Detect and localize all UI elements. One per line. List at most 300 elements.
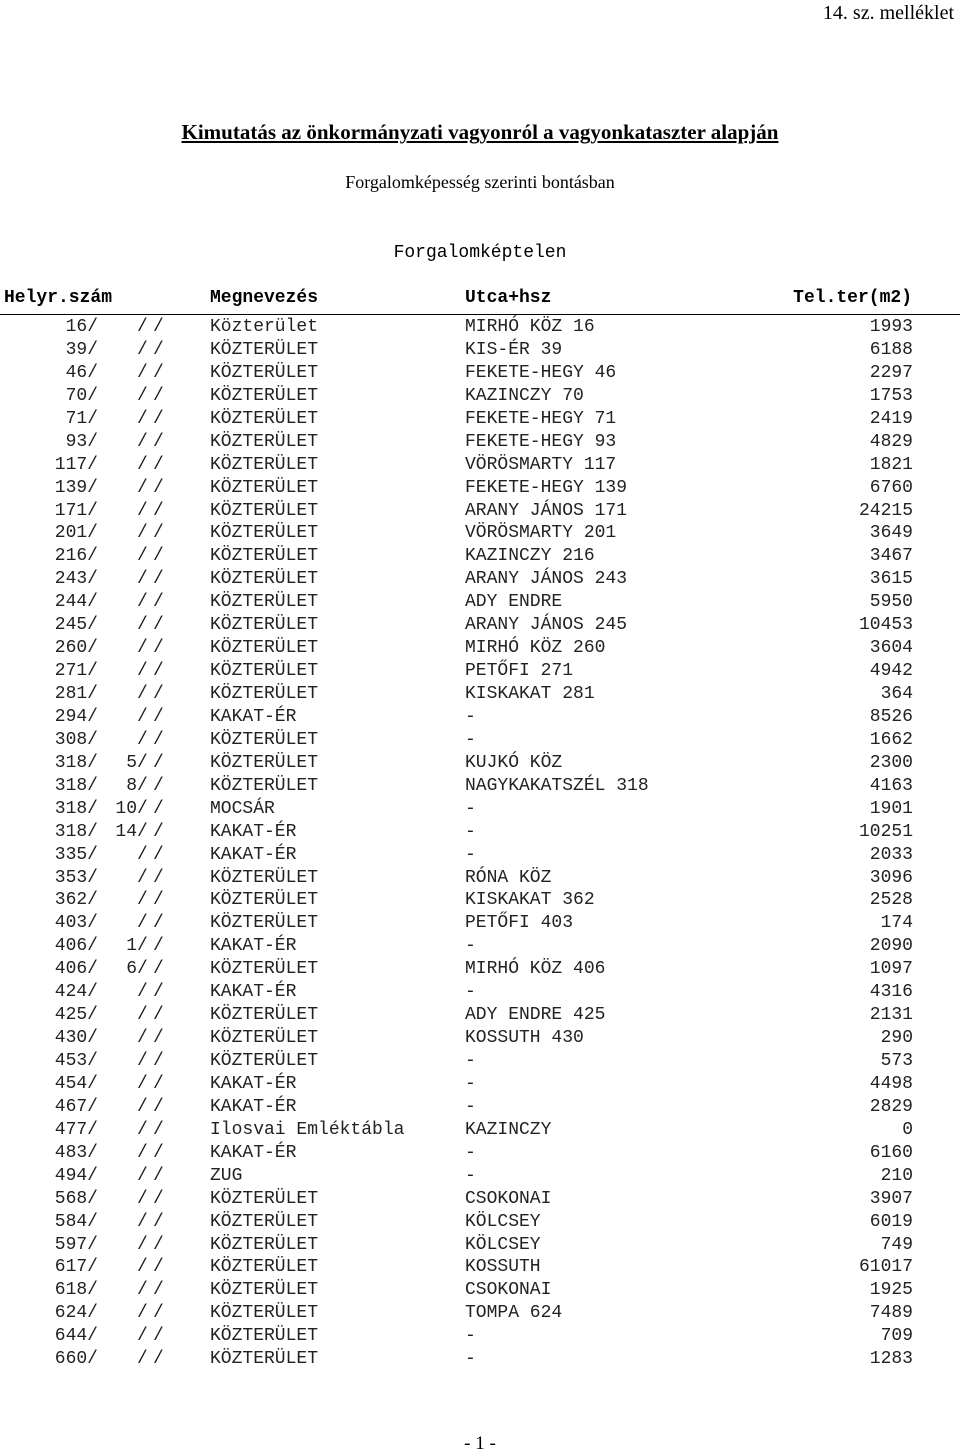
row-area: 174 [880,913,913,934]
row-name: KÖZTERÜLET [210,523,319,544]
row-address: KAZINCZY [465,1119,552,1140]
row-name: KÖZTERÜLET [210,1211,319,1232]
row-number: 454/ [54,1073,98,1094]
row-name: KÖZTERÜLET [210,546,319,567]
row-number: 39/ [65,339,98,360]
row-subnumber [126,614,137,636]
row-area: 6019 [869,1211,913,1232]
table-row [0,958,960,981]
table-row [0,660,960,683]
row-slash: / [153,1051,164,1071]
row-slash: / [137,661,148,682]
row-name: KÖZTERÜLET [210,1005,319,1026]
row-name: KÖZTERÜLET [210,890,319,911]
annex-label: 14. sz. melléklet [822,2,954,24]
row-subnumber [126,385,137,407]
table-row [0,1256,960,1279]
row-name: Ilosvai Emléktábla [210,1119,405,1140]
row-slash: / [137,821,148,842]
row-slash: / [137,339,148,360]
row-slash: / [153,982,164,1003]
row-slash: / [153,454,164,475]
row-number: 597/ [54,1234,98,1255]
row-name: KÖZTERÜLET [210,339,319,360]
row-slash: / [137,500,148,521]
row-name: KAKAT-ÉR [210,844,297,865]
row-address: KOSSUTH [465,1257,541,1278]
table-header [0,288,960,315]
row-subnumber [126,1256,137,1278]
row-name: KÖZTERÜLET [210,477,319,498]
row-area: 4829 [869,431,913,452]
row-address: - [465,936,476,957]
row-address: KUJKÓ KÖZ [465,752,563,773]
row-name: KAKAT-ÉR [210,1073,297,1094]
row-number: 406/ [54,936,98,957]
row-name: ZUG [210,1165,243,1186]
row-number: 117/ [54,454,98,475]
row-number: 483/ [54,1142,98,1163]
row-subnumber [126,1302,137,1324]
row-slash: / [153,638,164,659]
table-row [0,981,960,1004]
row-area: 4163 [869,775,913,796]
row-area: 0 [902,1119,913,1140]
row-area: 6760 [869,477,913,498]
row-slash: / [137,1280,148,1301]
row-name: KÖZTERÜLET [210,661,319,682]
row-slash: / [153,1028,164,1049]
row-address: - [465,982,476,1003]
table-row [0,1050,960,1073]
table-row [0,912,960,935]
header-megnevezes: Megnevezés [210,288,319,308]
row-area: 1901 [869,798,913,819]
row-slash: / [137,592,148,613]
row-area: 1662 [869,729,913,750]
row-address: - [465,1349,476,1370]
row-subnumber: 8 [126,775,137,796]
row-name: KÖZTERÜLET [210,431,319,452]
row-address: - [465,1142,476,1163]
row-area: 10251 [858,821,913,842]
row-slash: / [137,408,148,429]
row-number: 294/ [54,706,98,727]
row-address: - [465,729,476,750]
row-slash: / [153,500,164,521]
row-slash: / [137,684,148,704]
row-subnumber [126,1142,137,1164]
table-row [0,821,960,844]
table-row [0,316,960,339]
row-area: 1821 [869,454,913,475]
row-name: KÖZTERÜLET [210,638,319,659]
row-number: 353/ [54,867,98,888]
row-slash: / [153,592,164,613]
table-row [0,545,960,568]
table-row [0,568,960,591]
row-slash: / [153,798,164,819]
row-name: KÖZTERÜLET [210,500,319,521]
row-slash: / [153,729,164,750]
row-slash: / [153,1073,164,1094]
row-address: KAZINCZY 216 [465,546,595,567]
row-slash: / [153,385,164,406]
table-row [0,1096,960,1119]
row-subnumber [126,545,137,567]
row-subnumber: 14 [115,821,137,842]
row-area: 3907 [869,1188,913,1209]
row-area: 749 [880,1234,913,1255]
row-number: 93/ [65,431,98,452]
row-number: 139/ [54,477,98,498]
row-area: 24215 [858,500,913,521]
row-address: VÖRÖSMARTY 117 [465,454,617,475]
row-name: KAKAT-ÉR [210,821,297,842]
row-subnumber [126,339,137,361]
row-address: KAZINCZY 70 [465,385,584,406]
row-address: KISKAKAT 362 [465,890,595,911]
row-slash: / [153,408,164,429]
row-subnumber [126,454,137,476]
row-subnumber [126,362,137,384]
row-area: 6160 [869,1142,913,1163]
row-subnumber [126,981,137,1003]
row-slash: / [153,1303,164,1324]
row-slash: / [137,1303,148,1324]
row-area: 2300 [869,752,913,773]
row-number: 362/ [54,890,98,911]
row-name: KÖZTERÜLET [210,1257,319,1278]
table-row [0,1234,960,1257]
row-address: - [465,1096,476,1117]
row-name: KÖZTERÜLET [210,1280,319,1301]
row-subnumber: 5 [126,752,137,773]
row-subnumber [126,1119,137,1141]
row-subnumber: 6 [126,959,137,980]
table-row [0,867,960,890]
row-slash: / [137,1349,148,1370]
row-address: FEKETE-HEGY 93 [465,431,617,452]
row-slash: / [153,1119,164,1140]
row-slash: / [137,1188,148,1209]
row-subnumber [126,522,137,544]
row-area: 4942 [869,661,913,682]
row-subnumber [126,1279,137,1301]
row-slash: / [153,661,164,682]
row-area: 61017 [858,1257,913,1278]
row-slash: / [137,362,148,383]
table-row [0,431,960,454]
row-slash: / [137,867,148,888]
row-slash: / [137,1165,148,1186]
row-slash: / [153,775,164,796]
row-area: 3604 [869,638,913,659]
row-slash: / [137,706,148,727]
row-subnumber: 10 [115,798,137,819]
row-name: KÖZTERÜLET [210,1326,319,1347]
row-name: KAKAT-ÉR [210,1096,297,1117]
row-name: KÖZTERÜLET [210,1303,319,1324]
row-address: FEKETE-HEGY 71 [465,408,617,429]
table-row [0,798,960,821]
table-row [0,614,960,637]
row-slash: / [153,1280,164,1301]
row-subnumber [126,729,137,751]
row-subnumber [126,1211,137,1233]
row-name: KÖZTERÜLET [210,729,319,750]
row-address: ARANY JÁNOS 243 [465,569,628,590]
row-slash: / [153,821,164,842]
row-subnumber [126,1188,137,1210]
row-area: 3096 [869,867,913,888]
row-address: ARANY JÁNOS 245 [465,615,628,636]
row-area: 2297 [869,362,913,383]
table-row [0,1073,960,1096]
row-number: 644/ [54,1326,98,1347]
document-title: Kimutatás az önkormányzati vagyonról a vagyonkataszter alapján [181,120,779,144]
row-address: - [465,798,476,819]
row-address: - [465,1326,476,1347]
row-slash: / [137,752,148,773]
row-name: KÖZTERÜLET [210,592,319,613]
row-area: 3649 [869,523,913,544]
row-number: 425/ [54,1005,98,1026]
table-row [0,522,960,545]
row-name: MOCSÁR [210,798,275,819]
row-address: - [465,1165,476,1186]
table-row [0,1348,960,1371]
row-name: KÖZTERÜLET [210,775,319,796]
row-number: 318/ [54,775,98,796]
table-row [0,477,960,500]
row-name: KÖZTERÜLET [210,385,319,406]
row-subnumber [126,912,137,934]
table-row [0,591,960,614]
row-number: 477/ [54,1119,98,1140]
row-slash: / [153,546,164,567]
row-slash: / [137,1051,148,1071]
table-row [0,1211,960,1234]
row-area: 2528 [869,890,913,911]
row-number: 335/ [54,844,98,865]
row-slash: / [153,752,164,773]
table-row [0,752,960,775]
row-subnumber: 1 [126,936,137,957]
page-number: - 1 - [464,1433,496,1454]
row-slash: / [137,1234,148,1255]
row-address: MIRHÓ KÖZ 16 [465,317,595,337]
row-area: 2419 [869,408,913,429]
row-name: KÖZTERÜLET [210,1051,319,1071]
row-area: 7489 [869,1303,913,1324]
row-subnumber [126,867,137,889]
row-slash: / [153,1096,164,1117]
table-row [0,889,960,912]
row-address: NAGYKAKATSZÉL 318 [465,775,649,796]
row-name: KAKAT-ÉR [210,1142,297,1163]
row-name: KÖZTERÜLET [210,454,319,475]
table-row [0,500,960,523]
row-number: 424/ [54,982,98,1003]
row-area: 573 [880,1051,913,1071]
row-area: 2033 [869,844,913,865]
table-row [0,683,960,706]
row-address: KÖLCSEY [465,1234,541,1255]
row-slash: / [137,844,148,865]
table-row [0,637,960,660]
row-slash: / [153,1211,164,1232]
row-name: KÖZTERÜLET [210,569,319,590]
row-slash: / [137,1028,148,1049]
row-area: 1993 [869,317,913,337]
row-area: 1925 [869,1280,913,1301]
row-slash: / [153,959,164,980]
row-number: 430/ [54,1028,98,1049]
row-subnumber [126,431,137,453]
row-slash: / [153,431,164,452]
row-subnumber [126,660,137,682]
row-slash: / [153,477,164,498]
row-address: FEKETE-HEGY 46 [465,362,617,383]
row-address: TOMPA 624 [465,1303,563,1324]
row-subnumber [126,316,137,338]
row-name: KÖZTERÜLET [210,752,319,773]
row-number: 201/ [54,523,98,544]
row-address: - [465,706,476,727]
row-address: ADY ENDRE [465,592,563,613]
table-row [0,362,960,385]
row-name: KÖZTERÜLET [210,684,319,704]
row-number: 46/ [65,362,98,383]
row-subnumber [126,408,137,430]
table-row [0,1325,960,1348]
row-number: 71/ [65,408,98,429]
row-subnumber [126,844,137,866]
row-slash: / [137,638,148,659]
row-number: 318/ [54,752,98,773]
table-row [0,385,960,408]
row-subnumber [126,591,137,613]
row-area: 290 [880,1028,913,1049]
row-number: 171/ [54,500,98,521]
row-number: 216/ [54,546,98,567]
row-area: 4498 [869,1073,913,1094]
row-area: 6188 [869,339,913,360]
row-name: KÖZTERÜLET [210,1188,319,1209]
row-slash: / [153,615,164,636]
table-row [0,1279,960,1302]
row-slash: / [137,1211,148,1232]
row-area: 1753 [869,385,913,406]
row-number: 494/ [54,1165,98,1186]
row-name: KAKAT-ÉR [210,982,297,1003]
table-row [0,1165,960,1188]
row-slash: / [153,867,164,888]
row-subnumber [126,1050,137,1072]
header-helyr: Helyr.szám [4,288,113,308]
table-row [0,935,960,958]
row-slash: / [137,729,148,750]
row-name: KÖZTERÜLET [210,1234,319,1255]
row-area: 8526 [869,706,913,727]
row-number: 584/ [54,1211,98,1232]
row-address: PETŐFI 271 [465,661,574,682]
row-subnumber [126,637,137,659]
row-number: 624/ [54,1303,98,1324]
row-slash: / [137,1257,148,1278]
row-slash: / [137,569,148,590]
row-area: 364 [880,684,913,704]
table-row [0,408,960,431]
row-slash: / [137,1096,148,1117]
row-number: 660/ [54,1349,98,1370]
table-row [0,1027,960,1050]
row-number: 16/ [65,317,98,337]
row-area: 10453 [858,615,913,636]
row-number: 617/ [54,1257,98,1278]
row-slash: / [137,798,148,819]
row-name: KÖZTERÜLET [210,1349,319,1370]
row-slash: / [153,706,164,727]
property-table [0,316,960,1371]
row-address: - [465,844,476,865]
table-row [0,454,960,477]
row-slash: / [137,890,148,911]
row-slash: / [137,1119,148,1140]
row-address: PETŐFI 403 [465,913,574,934]
row-name: KÖZTERÜLET [210,913,319,934]
row-slash: / [137,615,148,636]
row-address: MIRHÓ KÖZ 406 [465,959,606,980]
row-area: 2090 [869,936,913,957]
row-slash: / [153,1005,164,1026]
row-slash: / [137,523,148,544]
row-slash: / [153,1257,164,1278]
row-subnumber [126,1348,137,1370]
row-address: - [465,821,476,842]
row-area: 4316 [869,982,913,1003]
document-subtitle: Forgalomképesség szerinti bontásban [345,172,615,192]
table-row [0,1302,960,1325]
row-area: 3467 [869,546,913,567]
row-slash: / [137,317,148,337]
row-slash: / [153,913,164,934]
row-area: 210 [880,1165,913,1186]
row-name: KÖZTERÜLET [210,867,319,888]
row-number: 318/ [54,821,98,842]
row-address: CSOKONAI [465,1280,552,1301]
table-row [0,706,960,729]
row-number: 244/ [54,592,98,613]
row-slash: / [153,1349,164,1370]
table-row [0,1004,960,1027]
row-slash: / [153,1165,164,1186]
row-slash: / [137,546,148,567]
row-area: 2131 [869,1005,913,1026]
row-number: 568/ [54,1188,98,1209]
section-heading: Forgalomképtelen [393,243,567,263]
row-slash: / [137,775,148,796]
row-slash: / [153,523,164,544]
row-slash: / [137,385,148,406]
row-slash: / [137,982,148,1003]
row-subnumber [126,1325,137,1347]
row-subnumber [126,1027,137,1049]
row-name: KAKAT-ÉR [210,936,297,957]
row-number: 245/ [54,615,98,636]
row-address: ARANY JÁNOS 171 [465,500,628,521]
